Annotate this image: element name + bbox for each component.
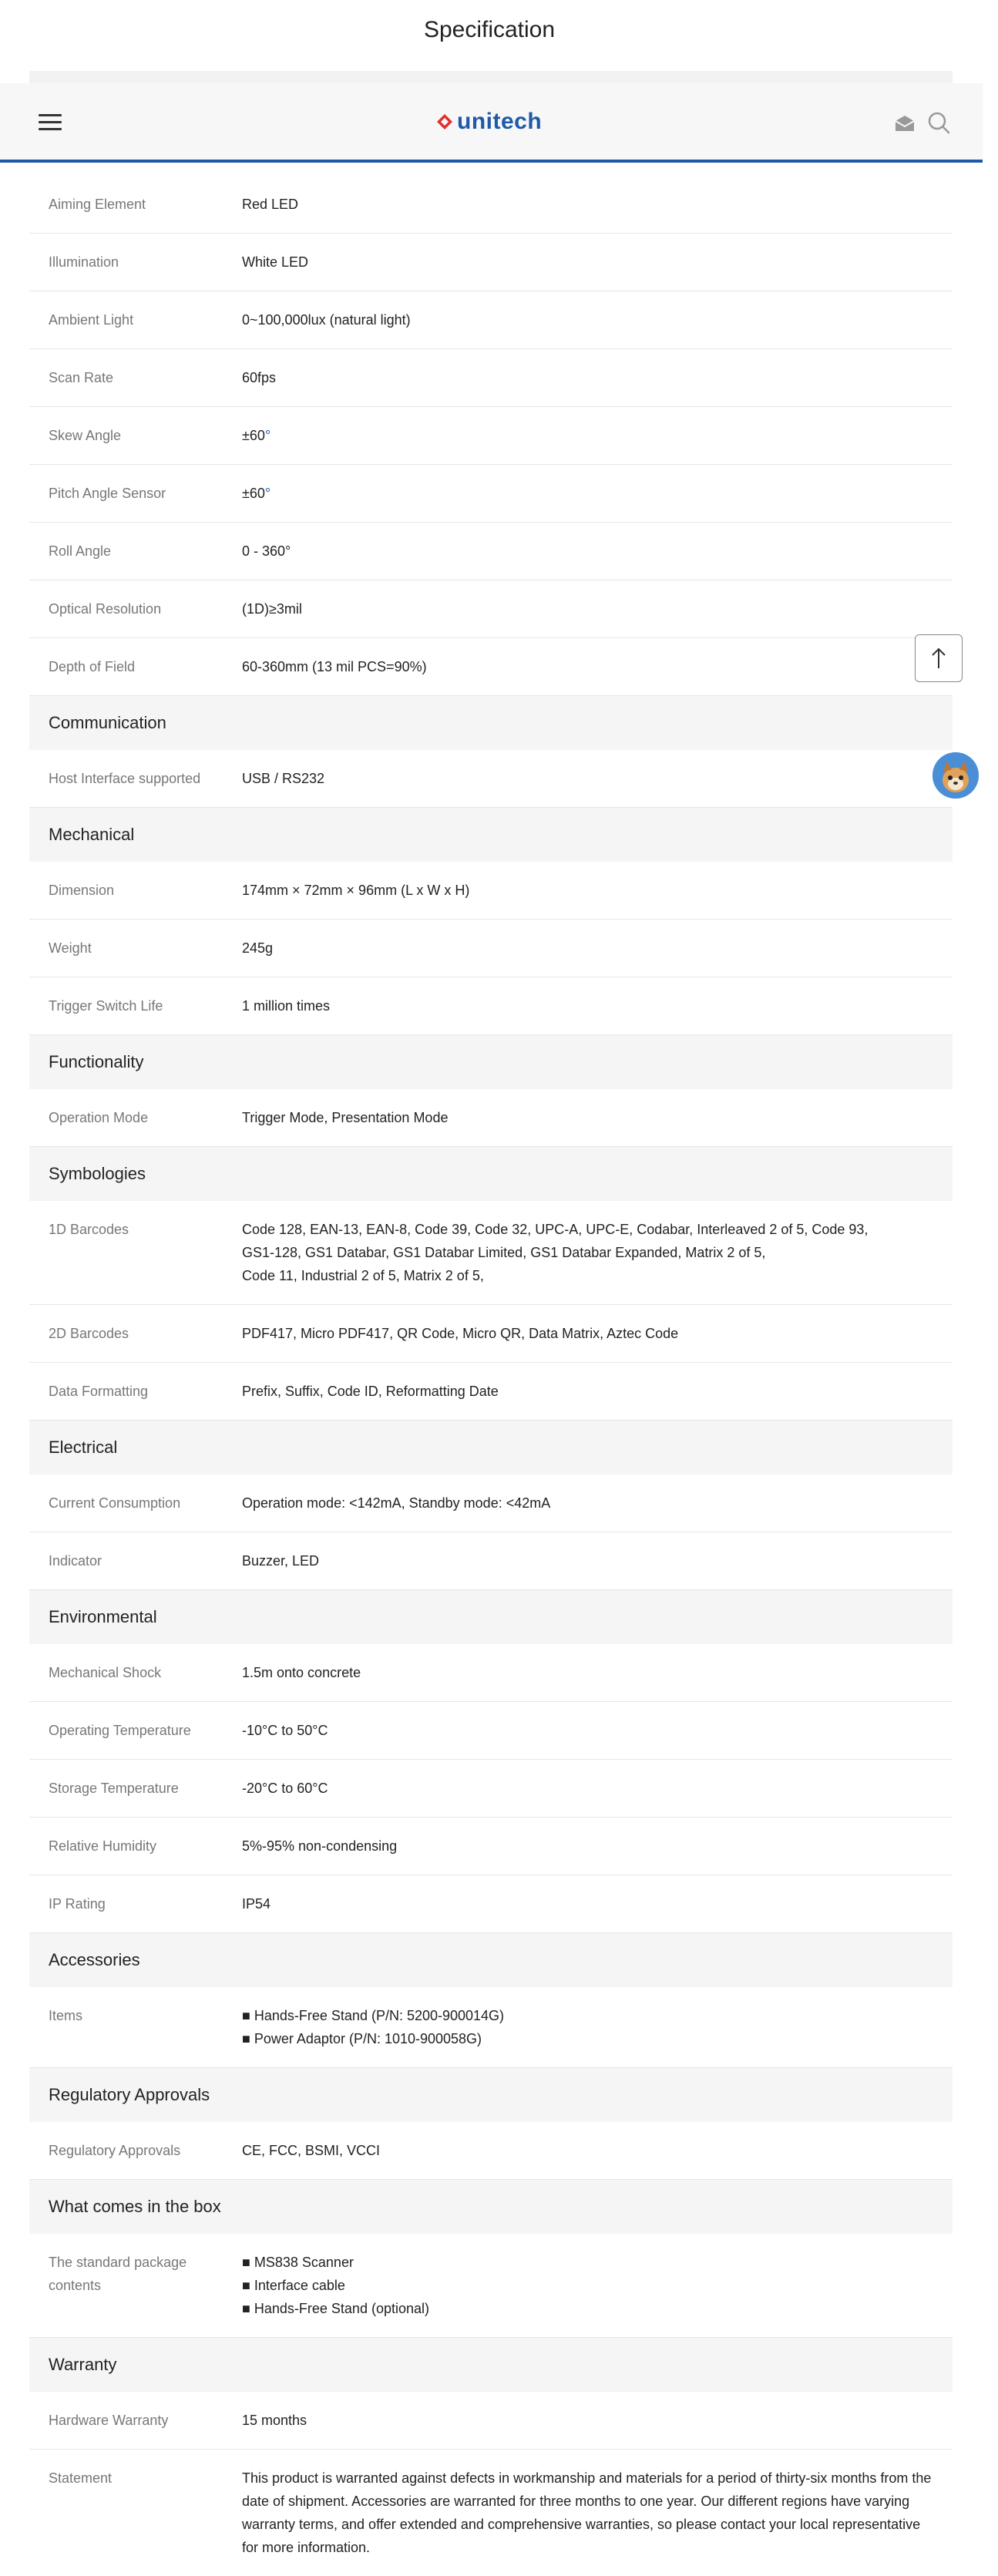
- spec-row-hardware-warranty: [29, 2392, 953, 2450]
- section-header-mechanical: Mechanical: [29, 808, 953, 862]
- spec-row-pitch-angle: [29, 465, 953, 523]
- spec-value: Trigger Mode, Presentation Mode: [242, 1110, 449, 1125]
- spec-value: [242, 2251, 933, 2320]
- spec-label: Operating Temperature: [49, 1723, 191, 1738]
- spec-row-data-formatting: [29, 1363, 953, 1421]
- spec-row-weight: [29, 920, 953, 977]
- spec-row-relative-humidity: [29, 1818, 953, 1875]
- spec-label: IP Rating: [49, 1896, 106, 1912]
- spec-value: 245g: [242, 940, 274, 956]
- degree-symbol: °: [264, 486, 271, 501]
- spec-value: CE, FCC, BSMI, VCCI: [242, 2143, 381, 2158]
- spec-row-indicator: [29, 1532, 953, 1590]
- spec-row-statement: [29, 2450, 953, 2576]
- spec-row-operation-mode: [29, 1089, 953, 1147]
- spec-row-2d-barcodes: [29, 1305, 953, 1363]
- spec-label: Mechanical Shock: [49, 1665, 162, 1680]
- list-item: ■ Power Adaptor (P/N: 1010-900058G): [242, 2031, 482, 2046]
- spec-label: Trigger Switch Life: [49, 998, 163, 1014]
- spec-label: Optical Resolution: [49, 601, 162, 617]
- section-header-communication: Communication: [29, 696, 953, 750]
- arrow-up-icon: [930, 647, 947, 670]
- spec-row-ip-rating: [29, 1875, 953, 1933]
- spec-value: USB / RS232: [242, 771, 325, 786]
- spec-value-line: GS1-128, GS1 Databar, GS1 Databar Limited, GS1 Databar Expanded, Matrix 2 of 5,: [242, 1245, 766, 1260]
- section-header-electrical: Electrical: [29, 1421, 953, 1475]
- spec-value: 174mm × 72mm × 96mm (L x W x H): [242, 883, 470, 898]
- spec-label: Regulatory Approvals: [49, 2143, 181, 2158]
- spec-value: IP54: [242, 1896, 271, 1912]
- spec-row-aiming-element: [29, 176, 953, 234]
- unitech-logo[interactable]: [435, 106, 551, 137]
- list-item: ■ Hands-Free Stand (P/N: 5200-900014G): [242, 2008, 505, 2023]
- search-icon[interactable]: [927, 111, 950, 134]
- list-item: ■ Interface cable: [242, 2278, 345, 2293]
- spec-value: 60-360mm (13 mil PCS=90%): [242, 659, 427, 674]
- spec-label: 1D Barcodes: [49, 1222, 129, 1237]
- spec-label: Weight: [49, 940, 92, 956]
- section-header-regulatory: Regulatory Approvals: [29, 2068, 953, 2122]
- section-header-environmental: Environmental: [29, 1590, 953, 1644]
- spec-label: Operation Mode: [49, 1110, 149, 1125]
- spec-value-line: Code 11, Industrial 2 of 5, Matrix 2 of 5,: [242, 1268, 484, 1283]
- spec-row-host-interface: [29, 750, 953, 808]
- list-item: ■ MS838 Scanner: [242, 2255, 354, 2270]
- spec-label: Hardware Warranty: [49, 2413, 169, 2428]
- spec-value: 1.5m onto concrete: [242, 1665, 361, 1680]
- spec-row-package-contents: [29, 2234, 953, 2338]
- spec-label: Data Formatting: [49, 1384, 149, 1399]
- spec-row-dimension: [29, 862, 953, 920]
- spec-row-items: [29, 1987, 953, 2068]
- spec-row-1d-barcodes: [29, 1201, 953, 1305]
- spec-row-operating-temperature: [29, 1702, 953, 1760]
- spec-row-trigger-switch-life: [29, 977, 953, 1035]
- section-header-warranty: Warranty: [29, 2338, 953, 2392]
- spec-value: 5%-95% non-condensing: [242, 1838, 398, 1854]
- spec-value: -20°C to 60°C: [242, 1781, 328, 1796]
- logo-text: unitech: [457, 109, 543, 134]
- spec-label: Illumination: [49, 254, 119, 270]
- spec-value: (1D)≥3mil: [242, 601, 302, 617]
- spec-value: [242, 2004, 933, 2050]
- spec-value-line: Code 128, EAN-13, EAN-8, Code 39, Code 32, UPC-A, UPC-E, Codabar, Interleaved 2 of 5, Code 93,: [242, 1222, 869, 1237]
- scroll-to-top-button[interactable]: [915, 634, 963, 682]
- spec-label: Skew Angle: [49, 428, 122, 443]
- spec-label: Scan Rate: [49, 370, 114, 385]
- spec-label: Aiming Element: [49, 197, 146, 212]
- mail-icon[interactable]: [894, 114, 916, 133]
- spec-value: [242, 424, 933, 447]
- page-title: Specification: [423, 17, 556, 42]
- section-header-symbologies: Symbologies: [29, 1147, 953, 1201]
- spec-label: Dimension: [49, 883, 115, 898]
- specification-table: [29, 176, 953, 2576]
- spec-row-scan-rate: [29, 349, 953, 407]
- section-header-functionality: Functionality: [29, 1035, 953, 1089]
- spec-label: Relative Humidity: [49, 1838, 157, 1854]
- spec-row-storage-temperature: [29, 1760, 953, 1818]
- chat-avatar-button[interactable]: [932, 752, 979, 799]
- spec-label: Ambient Light: [49, 312, 134, 328]
- spec-row-regulatory-approvals: [29, 2122, 953, 2180]
- spec-row-ambient-light: [29, 291, 953, 349]
- spec-value: 60fps: [242, 370, 277, 385]
- spec-value: PDF417, Micro PDF417, QR Code, Micro QR, Data Matrix, Aztec Code: [242, 1326, 679, 1341]
- degree-symbol: °: [264, 428, 271, 443]
- spec-row-illumination: [29, 234, 953, 291]
- spec-label: Depth of Field: [49, 659, 136, 674]
- spec-value: 15 months: [242, 2413, 307, 2428]
- section-header-accessories: Accessories: [29, 1933, 953, 1987]
- spec-label: The standard package contents: [49, 2255, 187, 2293]
- spec-row-current-consumption: [29, 1475, 953, 1532]
- spec-value-text: ±60: [242, 428, 265, 443]
- spec-label: Items: [49, 2008, 83, 2023]
- spec-value: -10°C to 50°C: [242, 1723, 328, 1738]
- section-header-box: What comes in the box: [29, 2180, 953, 2234]
- spec-value-text: ±60: [242, 486, 265, 501]
- spec-value: Operation mode: <142mA, Standby mode: <42mA: [242, 1495, 551, 1511]
- spec-row-skew-angle: [29, 407, 953, 465]
- spec-row-depth-of-field: [29, 638, 953, 696]
- spec-value: White LED: [242, 254, 309, 270]
- spec-value: 1 million times: [242, 998, 331, 1014]
- spec-label: Current Consumption: [49, 1495, 181, 1511]
- spec-value: [242, 482, 933, 505]
- spec-row-roll-angle: [29, 523, 953, 580]
- spec-value: Red LED: [242, 197, 299, 212]
- spec-label: Statement: [49, 2470, 113, 2486]
- spec-value: Buzzer, LED: [242, 1553, 320, 1569]
- spec-label: 2D Barcodes: [49, 1326, 129, 1341]
- spec-value: [242, 1218, 933, 1287]
- spec-value: This product is warranted against defects in workmanship and materials for a period of thirty-six months from the date of shipment. Accessories are warranted for three months to one year. Our different regions have varying warranty terms, and offer extended and comprehensive warranties, so please contact your local representative for more information.: [242, 2470, 932, 2555]
- spec-row-optical-resolution: [29, 580, 953, 638]
- spec-label: Indicator: [49, 1553, 102, 1569]
- logo-mark-icon: [435, 113, 454, 131]
- spec-value: 0~100,000lux (natural light): [242, 312, 411, 328]
- chat-avatar-icon: [932, 752, 979, 799]
- site-header: [0, 83, 983, 163]
- hamburger-menu-icon[interactable]: [39, 114, 62, 131]
- spec-label: Host Interface supported: [49, 771, 201, 786]
- spec-value: Prefix, Suffix, Code ID, Reformatting Date: [242, 1384, 499, 1399]
- spec-label: Storage Temperature: [49, 1781, 179, 1796]
- list-item: ■ Hands-Free Stand (optional): [242, 2301, 429, 2316]
- spec-label: Roll Angle: [49, 543, 112, 559]
- spec-label: Pitch Angle Sensor: [49, 486, 166, 501]
- spec-value: 0 - 360°: [242, 543, 291, 559]
- spec-row-mechanical-shock: [29, 1644, 953, 1702]
